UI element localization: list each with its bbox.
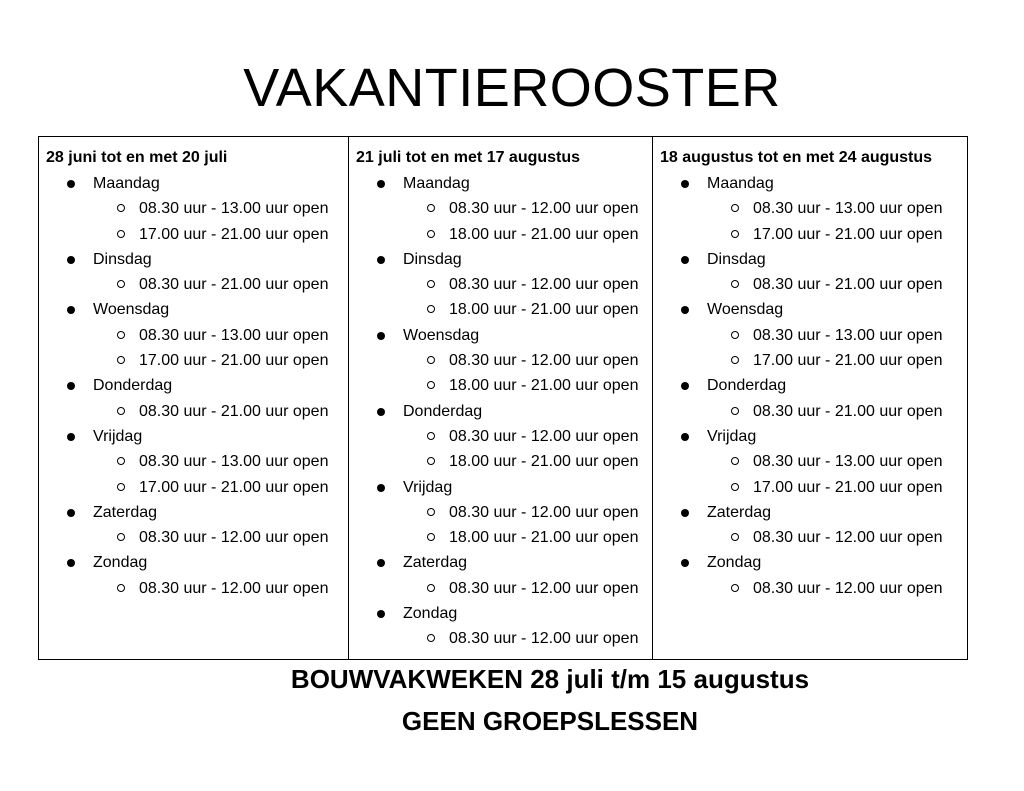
circle-bullet-icon [731,204,739,212]
day-item [660,373,967,424]
time-slot-text: 18.00 uur - 21.00 uur open [449,453,639,471]
day-item [46,550,348,601]
circle-bullet-icon [731,407,739,415]
day-item [660,550,967,601]
time-slot-text: 18.00 uur - 21.00 uur open [449,377,639,395]
time-slot-text: 17.00 uur - 21.00 uur open [753,225,943,243]
page-title: VAKANTIEROOSTER [243,58,781,118]
time-slot [403,525,652,550]
day-item [660,171,967,247]
bullet-icon [377,408,385,416]
time-slot [403,373,652,398]
time-slot [403,576,652,601]
bullet-icon [377,610,385,618]
day-name: Donderdag [93,377,173,395]
time-slot-text: 08.30 uur - 21.00 uur open [753,402,943,420]
time-slot-list [403,576,652,601]
day-list [46,171,348,601]
circle-bullet-icon [427,533,435,541]
time-slot-text: 08.30 uur - 12.00 uur open [449,503,639,521]
bullet-icon [67,180,75,188]
day-item [660,297,967,373]
time-slot-text: 17.00 uur - 21.00 uur open [753,352,943,370]
time-slot-list [93,576,348,601]
day-item [356,475,652,551]
day-name: Zaterdag [707,503,772,521]
bullet-icon [681,559,689,567]
day-name: Dinsdag [707,250,766,268]
circle-bullet-icon [427,508,435,516]
time-slot-list [93,399,348,424]
time-slot [403,297,652,322]
time-slot [707,323,967,348]
time-slot-text: 08.30 uur - 13.00 uur open [139,200,329,218]
time-slot [93,399,348,424]
time-slot-text: 08.30 uur - 12.00 uur open [139,529,329,547]
time-slot-list [707,449,967,500]
day-name: Zondag [93,554,148,572]
time-slot-text: 08.30 uur - 12.00 uur open [449,200,639,218]
bullet-icon [681,509,689,517]
time-slot [403,196,652,221]
time-slot-text: 08.30 uur - 13.00 uur open [139,326,329,344]
time-slot-list [707,323,967,374]
circle-bullet-icon [427,204,435,212]
time-slot-text: 08.30 uur - 21.00 uur open [753,276,943,294]
time-slot-list [93,196,348,247]
time-slot [93,449,348,474]
circle-bullet-icon [731,533,739,541]
time-slot-text: 08.30 uur - 12.00 uur open [449,579,639,597]
circle-bullet-icon [731,356,739,364]
day-name: Zondag [403,605,458,623]
day-item [356,399,652,475]
day-list [356,171,652,652]
day-item [660,424,967,500]
bullet-icon [681,256,689,264]
schedule-table [38,136,968,660]
day-item [660,247,967,298]
circle-bullet-icon [117,230,125,238]
bullet-icon [681,382,689,390]
time-slot-text: 08.30 uur - 13.00 uur open [753,326,943,344]
time-slot [93,323,348,348]
time-slot-text: 08.30 uur - 12.00 uur open [139,579,329,597]
time-slot-text: 08.30 uur - 13.00 uur open [753,453,943,471]
time-slot-text: 17.00 uur - 21.00 uur open [753,478,943,496]
period-heading: 18 augustus tot en met 24 augustus [660,149,933,166]
circle-bullet-icon [731,331,739,339]
day-name: Zaterdag [403,554,468,572]
bullet-icon [67,306,75,314]
bullet-icon [377,332,385,340]
time-slot [403,272,652,297]
footer-no-group-classes: GEEN GROEPSLESSEN [401,706,699,736]
period-column [653,137,967,659]
day-name: Woensdag [93,301,170,319]
day-item [356,550,652,601]
day-item [660,500,967,551]
circle-bullet-icon [427,457,435,465]
time-slot-list [403,424,652,475]
day-list [660,171,967,601]
time-slot-text: 18.00 uur - 21.00 uur open [449,529,639,547]
day-item [356,601,652,652]
day-item [46,424,348,500]
time-slot [93,196,348,221]
time-slot-text: 08.30 uur - 21.00 uur open [139,276,329,294]
time-slot-text: 17.00 uur - 21.00 uur open [139,478,329,496]
time-slot-text: 08.30 uur - 21.00 uur open [139,402,329,420]
time-slot [707,576,967,601]
circle-bullet-icon [731,584,739,592]
circle-bullet-icon [427,305,435,313]
bullet-icon [67,509,75,517]
time-slot [403,500,652,525]
day-item [46,500,348,551]
time-slot-list [403,626,652,651]
time-slot [403,424,652,449]
day-name: Maandag [93,175,160,192]
day-name: Zaterdag [93,503,158,521]
time-slot [403,348,652,373]
time-slot-text: 08.30 uur - 12.00 uur open [449,276,639,294]
time-slot [93,348,348,373]
day-item [356,171,652,247]
time-slot [403,222,652,247]
bullet-icon [377,180,385,188]
period-heading: 21 juli tot en met 17 augustus [356,149,581,166]
circle-bullet-icon [427,584,435,592]
day-name: Donderdag [403,402,483,420]
time-slot-text: 18.00 uur - 21.00 uur open [449,225,639,243]
time-slot-text: 08.30 uur - 12.00 uur open [449,352,639,370]
time-slot [93,272,348,297]
time-slot-list [93,525,348,550]
time-slot [707,348,967,373]
time-slot [403,449,652,474]
time-slot-text: 18.00 uur - 21.00 uur open [449,301,639,319]
day-name: Dinsdag [93,250,152,268]
day-name: Maandag [403,175,470,192]
day-item [356,323,652,399]
day-item [356,247,652,323]
time-slot-text: 08.30 uur - 12.00 uur open [449,630,639,648]
time-slot-text: 08.30 uur - 12.00 uur open [753,579,943,597]
day-name: Vrijdag [93,427,143,445]
day-name: Vrijdag [403,478,453,496]
circle-bullet-icon [427,381,435,389]
day-item [46,247,348,298]
time-slot-list [403,196,652,247]
circle-bullet-icon [731,230,739,238]
circle-bullet-icon [731,280,739,288]
circle-bullet-icon [427,432,435,440]
bullet-icon [681,306,689,314]
circle-bullet-icon [117,457,125,465]
time-slot [93,576,348,601]
period-heading: 28 juni tot en met 20 juli [46,149,228,166]
day-item [46,373,348,424]
time-slot-list [707,576,967,601]
time-slot-list [403,348,652,399]
day-name: Dinsdag [403,250,462,268]
circle-bullet-icon [427,230,435,238]
day-name: Maandag [707,175,774,192]
time-slot-text: 17.00 uur - 21.00 uur open [139,225,329,243]
time-slot [707,525,967,550]
time-slot-list [403,272,652,323]
bullet-icon [681,180,689,188]
circle-bullet-icon [117,533,125,541]
circle-bullet-icon [117,407,125,415]
day-item [46,297,348,373]
time-slot [707,399,967,424]
bullet-icon [681,433,689,441]
day-name: Woensdag [707,301,784,319]
period-column [39,137,349,659]
bullet-icon [67,559,75,567]
footer-construction-holiday: BOUWVAKWEKEN 28 juli t/m 15 augustus [290,664,810,694]
time-slot-list [93,272,348,297]
bullet-icon [377,256,385,264]
time-slot [707,272,967,297]
time-slot-text: 08.30 uur - 12.00 uur open [449,427,639,445]
time-slot-list [707,399,967,424]
day-name: Vrijdag [707,427,757,445]
time-slot-list [93,449,348,500]
time-slot-text: 08.30 uur - 12.00 uur open [753,529,943,547]
circle-bullet-icon [427,356,435,364]
time-slot [93,475,348,500]
time-slot [707,449,967,474]
time-slot-list [707,196,967,247]
circle-bullet-icon [117,204,125,212]
time-slot-list [707,525,967,550]
time-slot [707,222,967,247]
time-slot-list [403,500,652,551]
time-slot-list [707,272,967,297]
circle-bullet-icon [731,457,739,465]
time-slot [93,222,348,247]
circle-bullet-icon [427,280,435,288]
circle-bullet-icon [731,483,739,491]
bullet-icon [67,433,75,441]
bullet-icon [67,382,75,390]
time-slot [707,196,967,221]
time-slot [403,626,652,651]
time-slot-text: 08.30 uur - 13.00 uur open [753,200,943,218]
circle-bullet-icon [427,634,435,642]
bullet-icon [67,256,75,264]
circle-bullet-icon [117,483,125,491]
time-slot [707,475,967,500]
bullet-icon [377,484,385,492]
day-item [46,171,348,247]
time-slot-text: 08.30 uur - 13.00 uur open [139,453,329,471]
day-name: Woensdag [403,326,480,344]
circle-bullet-icon [117,280,125,288]
time-slot [93,525,348,550]
circle-bullet-icon [117,331,125,339]
day-name: Zondag [707,554,762,572]
circle-bullet-icon [117,584,125,592]
period-column [349,137,653,659]
bullet-icon [377,559,385,567]
time-slot-text: 17.00 uur - 21.00 uur open [139,352,329,370]
time-slot-list [93,323,348,374]
day-name: Donderdag [707,377,787,395]
circle-bullet-icon [117,356,125,364]
